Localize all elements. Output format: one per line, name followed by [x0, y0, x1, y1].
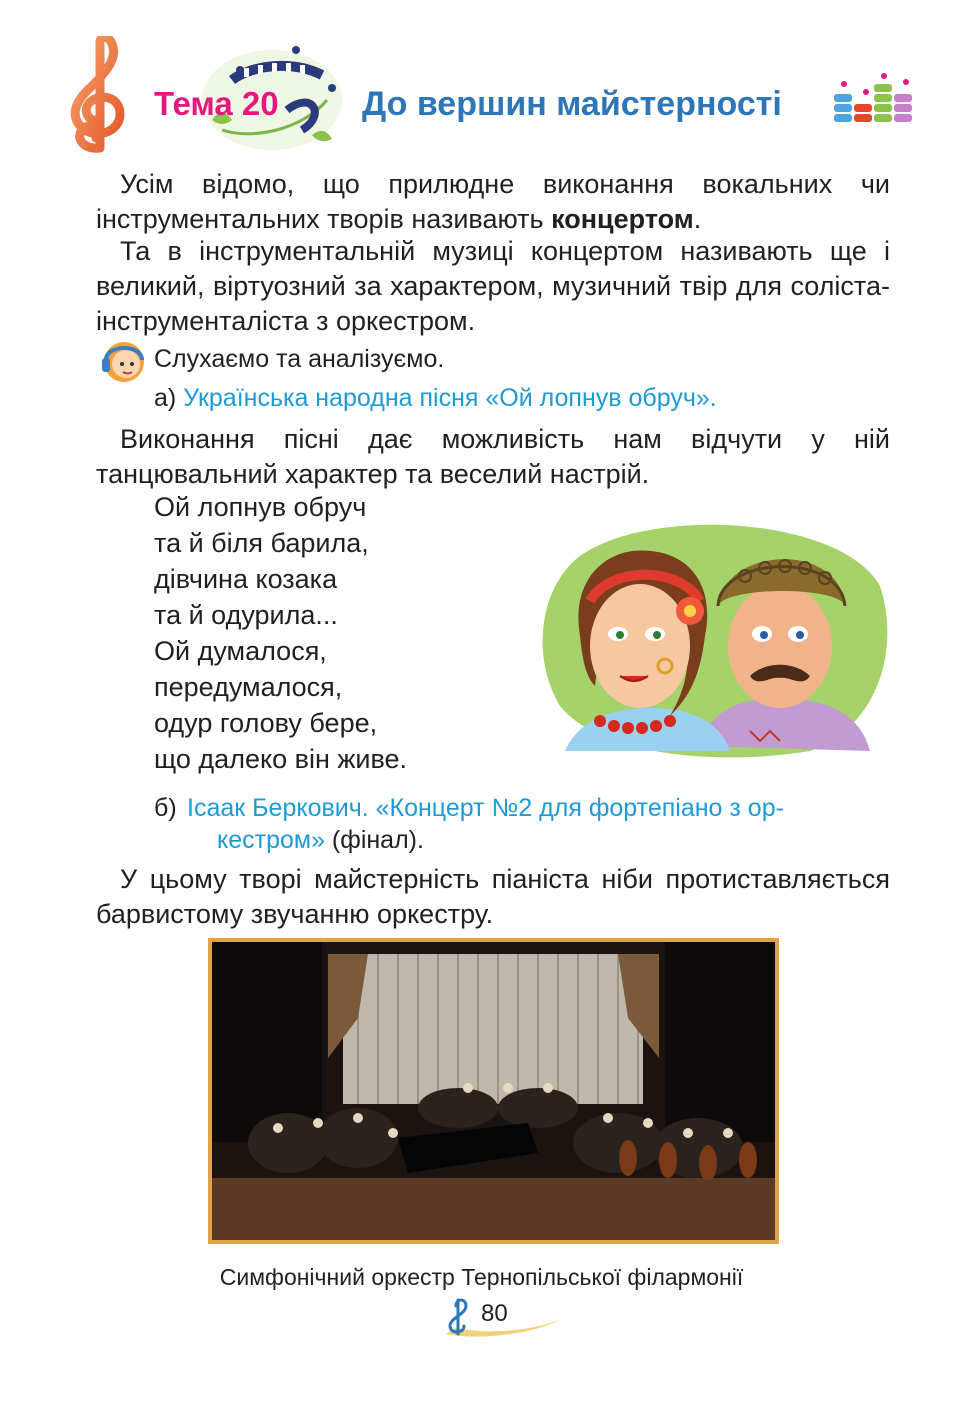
item-b-note: (фінал). — [324, 826, 424, 854]
listening-instruction: Слухаємо та аналізуємо. — [154, 345, 445, 373]
topic-label: Тема 20 — [154, 85, 279, 122]
intro-paragraph-1: Усім відомо, що прилюдне виконання вокальних чи інструментальних творів називають концертом. — [96, 169, 890, 234]
girl-and-cossack-illustration — [540, 516, 890, 760]
item-b-line1: Ісаак Беркович. «Концерт №2 для фортепіано з ор- — [187, 794, 784, 822]
photo-caption: Симфонічний оркестр Тернопільської філармонії — [219, 1264, 744, 1290]
poem-line: одур голову бере, — [154, 708, 378, 738]
item-b-line2 — [217, 824, 424, 856]
treble-clef-icon — [62, 36, 132, 154]
item-b-title-end: кестром» — [217, 826, 325, 854]
item-a-title: Українська народна пісня «Ой лопнув обруч». — [183, 384, 717, 412]
poem-line: що далеко він живе. — [154, 744, 408, 774]
listening-child-headphones-icon — [100, 338, 148, 384]
poem-line: та й одурила... — [154, 600, 338, 630]
item-a-marker: а) — [154, 384, 177, 412]
poem-line: Ой лопнув обруч — [154, 492, 367, 522]
item-a — [154, 382, 717, 414]
page-number: 80 — [481, 1300, 508, 1327]
poem-line: передумалося, — [154, 672, 343, 702]
poem-line: Ой думалося, — [154, 636, 327, 666]
item-b-marker: б) — [154, 794, 177, 822]
intro-paragraph-2: Та в інструментальній музиці концертом називають ще і великий, віртуозний за характером, музичний твір для соліста-інструменталіста з оркестром. — [96, 236, 890, 336]
paragraph-after-b: У цьому творі майстерність піаніста ніби протиставляється барвистому звучанню оркестру. — [96, 864, 890, 929]
page-title: До вершин майстерності — [362, 85, 782, 123]
orchestra-photo — [208, 938, 779, 1244]
poem-line: дівчина козака — [154, 564, 338, 594]
paragraph-after-a: Виконання пісні дає можливість нам відчути у ній танцювальний характер та веселий настрій. — [96, 424, 890, 489]
music-bars-icon — [832, 72, 914, 128]
poem-line: та й біля барила, — [154, 528, 369, 558]
term-concert: концертом — [551, 204, 694, 234]
